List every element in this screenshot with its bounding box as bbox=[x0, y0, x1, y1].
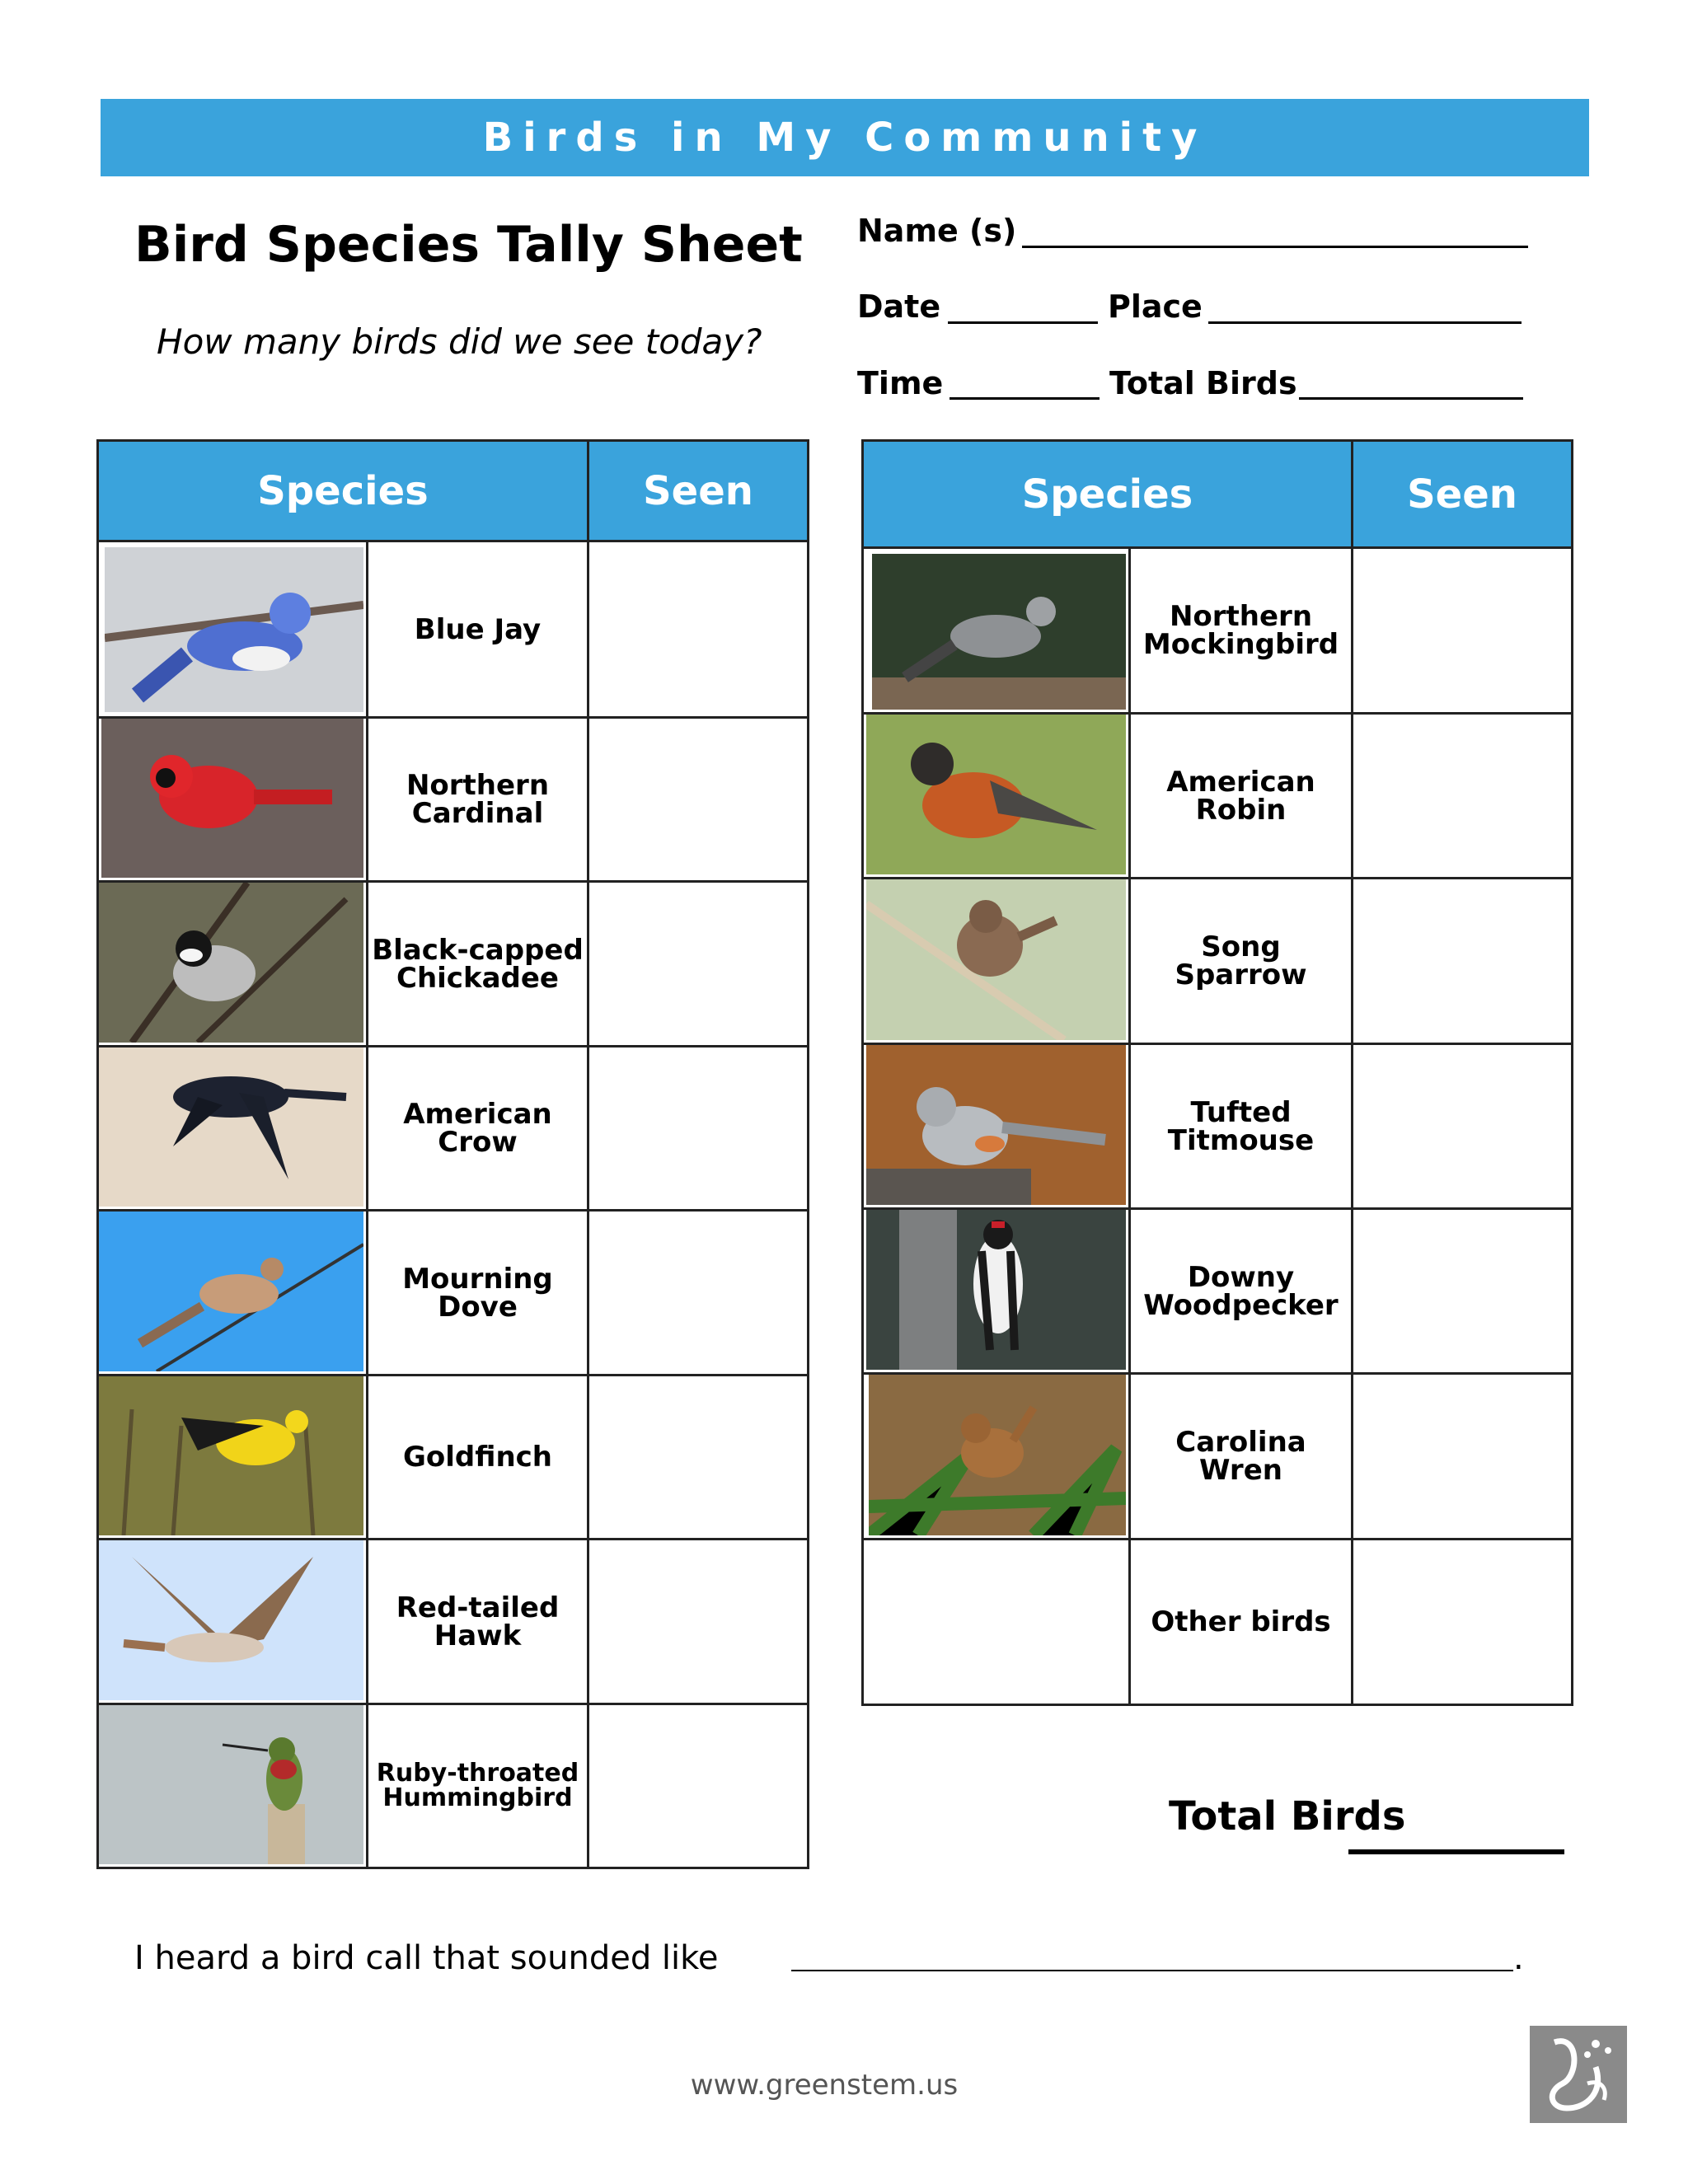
total-birds-field-line[interactable] bbox=[1299, 397, 1523, 400]
date-label: Date bbox=[857, 288, 941, 325]
seen-cell-american-robin[interactable] bbox=[1353, 715, 1571, 877]
page-banner: Birds in My Community bbox=[101, 99, 1589, 176]
bird-label-mockingbird: Northern Mockingbird bbox=[1142, 600, 1339, 661]
total-birds-label: Total Birds bbox=[1169, 1793, 1406, 1840]
downy-woodpecker-photo bbox=[866, 1210, 1126, 1370]
tufted-titmouse-photo bbox=[866, 1045, 1126, 1205]
seen-cell-tufted-titmouse[interactable] bbox=[1353, 1045, 1571, 1207]
red-tailed-hawk-photo bbox=[99, 1540, 363, 1700]
seen-cell-downy-woodpecker[interactable] bbox=[1353, 1210, 1571, 1372]
bird-label-hummingbird: Ruby-throated Hummingbird bbox=[376, 1759, 579, 1812]
goldfinch-photo bbox=[99, 1376, 363, 1535]
bird-label-goldfinch: Goldfinch bbox=[402, 1441, 553, 1474]
seen-cell-carolina-wren[interactable] bbox=[1353, 1375, 1571, 1538]
bird-label-northern-cardinal: Northern Cardinal bbox=[406, 769, 550, 830]
carolina-wren-photo bbox=[869, 1375, 1126, 1535]
bird-label-carolina-wren: Carolina Wren bbox=[1175, 1426, 1306, 1487]
date-line[interactable] bbox=[948, 321, 1098, 324]
seen-cell-goldfinch[interactable] bbox=[589, 1376, 807, 1538]
place-label: Place bbox=[1108, 288, 1203, 325]
bird-label-blue-jay: Blue Jay bbox=[414, 612, 542, 646]
total-birds-line[interactable] bbox=[1348, 1849, 1564, 1854]
time-line[interactable] bbox=[950, 397, 1100, 400]
seen-cell-other-birds[interactable] bbox=[1353, 1540, 1571, 1704]
greenstem-logo-icon bbox=[1530, 2026, 1627, 2123]
song-sparrow-photo bbox=[866, 879, 1126, 1040]
place-line[interactable] bbox=[1208, 321, 1522, 324]
seen-cell-northern-cardinal[interactable] bbox=[589, 719, 807, 880]
seen-cell-hummingbird[interactable] bbox=[589, 1705, 807, 1867]
name-line[interactable] bbox=[1022, 246, 1528, 248]
american-crow-photo bbox=[99, 1047, 363, 1207]
left-seen-header: Seen bbox=[589, 442, 807, 540]
mockingbird-photo bbox=[872, 554, 1126, 710]
bird-label-song-sparrow: Song Sparrow bbox=[1175, 930, 1307, 991]
mourning-dove-photo bbox=[99, 1212, 363, 1371]
blue-jay-photo bbox=[105, 547, 363, 712]
seen-cell-chickadee[interactable] bbox=[589, 883, 807, 1045]
bird-label-american-robin: American Robin bbox=[1166, 765, 1315, 827]
right-seen-header: Seen bbox=[1353, 442, 1571, 546]
total-birds-field-label: Total Birds bbox=[1109, 365, 1297, 401]
chickadee-photo bbox=[99, 883, 363, 1043]
hummingbird-photo bbox=[99, 1705, 363, 1864]
footer-url[interactable]: www.greenstem.us bbox=[690, 2069, 959, 2102]
bird-label-downy-woodpecker: Downy Woodpecker bbox=[1143, 1260, 1339, 1322]
bird-label-tufted-titmouse: Tufted Titmouse bbox=[1167, 1095, 1315, 1157]
seen-cell-blue-jay[interactable] bbox=[589, 542, 807, 716]
page-subtitle: How many birds did we see today? bbox=[157, 321, 762, 362]
bird-label-chickadee: Black-capped Chickadee bbox=[372, 933, 584, 995]
right-tally-table bbox=[861, 439, 1573, 1706]
page-title: Bird Species Tally Sheet bbox=[134, 216, 803, 274]
bird-call-period: . bbox=[1513, 1939, 1524, 1977]
seen-cell-red-tailed-hawk[interactable] bbox=[589, 1540, 807, 1703]
right-species-header: Species bbox=[864, 442, 1351, 546]
bird-label-other-birds: Other birds bbox=[1151, 1605, 1331, 1638]
northern-cardinal-photo bbox=[101, 719, 363, 878]
bird-label-mourning-dove: Mourning Dove bbox=[402, 1262, 553, 1324]
left-species-header: Species bbox=[99, 442, 587, 540]
seen-cell-song-sparrow[interactable] bbox=[1353, 879, 1571, 1043]
name-label: Name (s) bbox=[857, 213, 1017, 249]
bird-label-american-crow: American Crow bbox=[403, 1098, 552, 1159]
left-tally-table bbox=[96, 439, 809, 1869]
seen-cell-mourning-dove[interactable] bbox=[589, 1212, 807, 1374]
seen-cell-mockingbird[interactable] bbox=[1353, 549, 1571, 712]
american-robin-photo bbox=[866, 715, 1126, 874]
bird-call-line[interactable] bbox=[791, 1970, 1513, 1971]
seen-cell-american-crow[interactable] bbox=[589, 1047, 807, 1209]
other-birds-photo-cell bbox=[864, 1540, 1128, 1704]
bird-label-red-tailed-hawk: Red-tailed Hawk bbox=[396, 1591, 560, 1652]
bird-call-prompt: I heard a bird call that sounded like bbox=[134, 1939, 719, 1977]
time-label: Time bbox=[857, 365, 944, 401]
